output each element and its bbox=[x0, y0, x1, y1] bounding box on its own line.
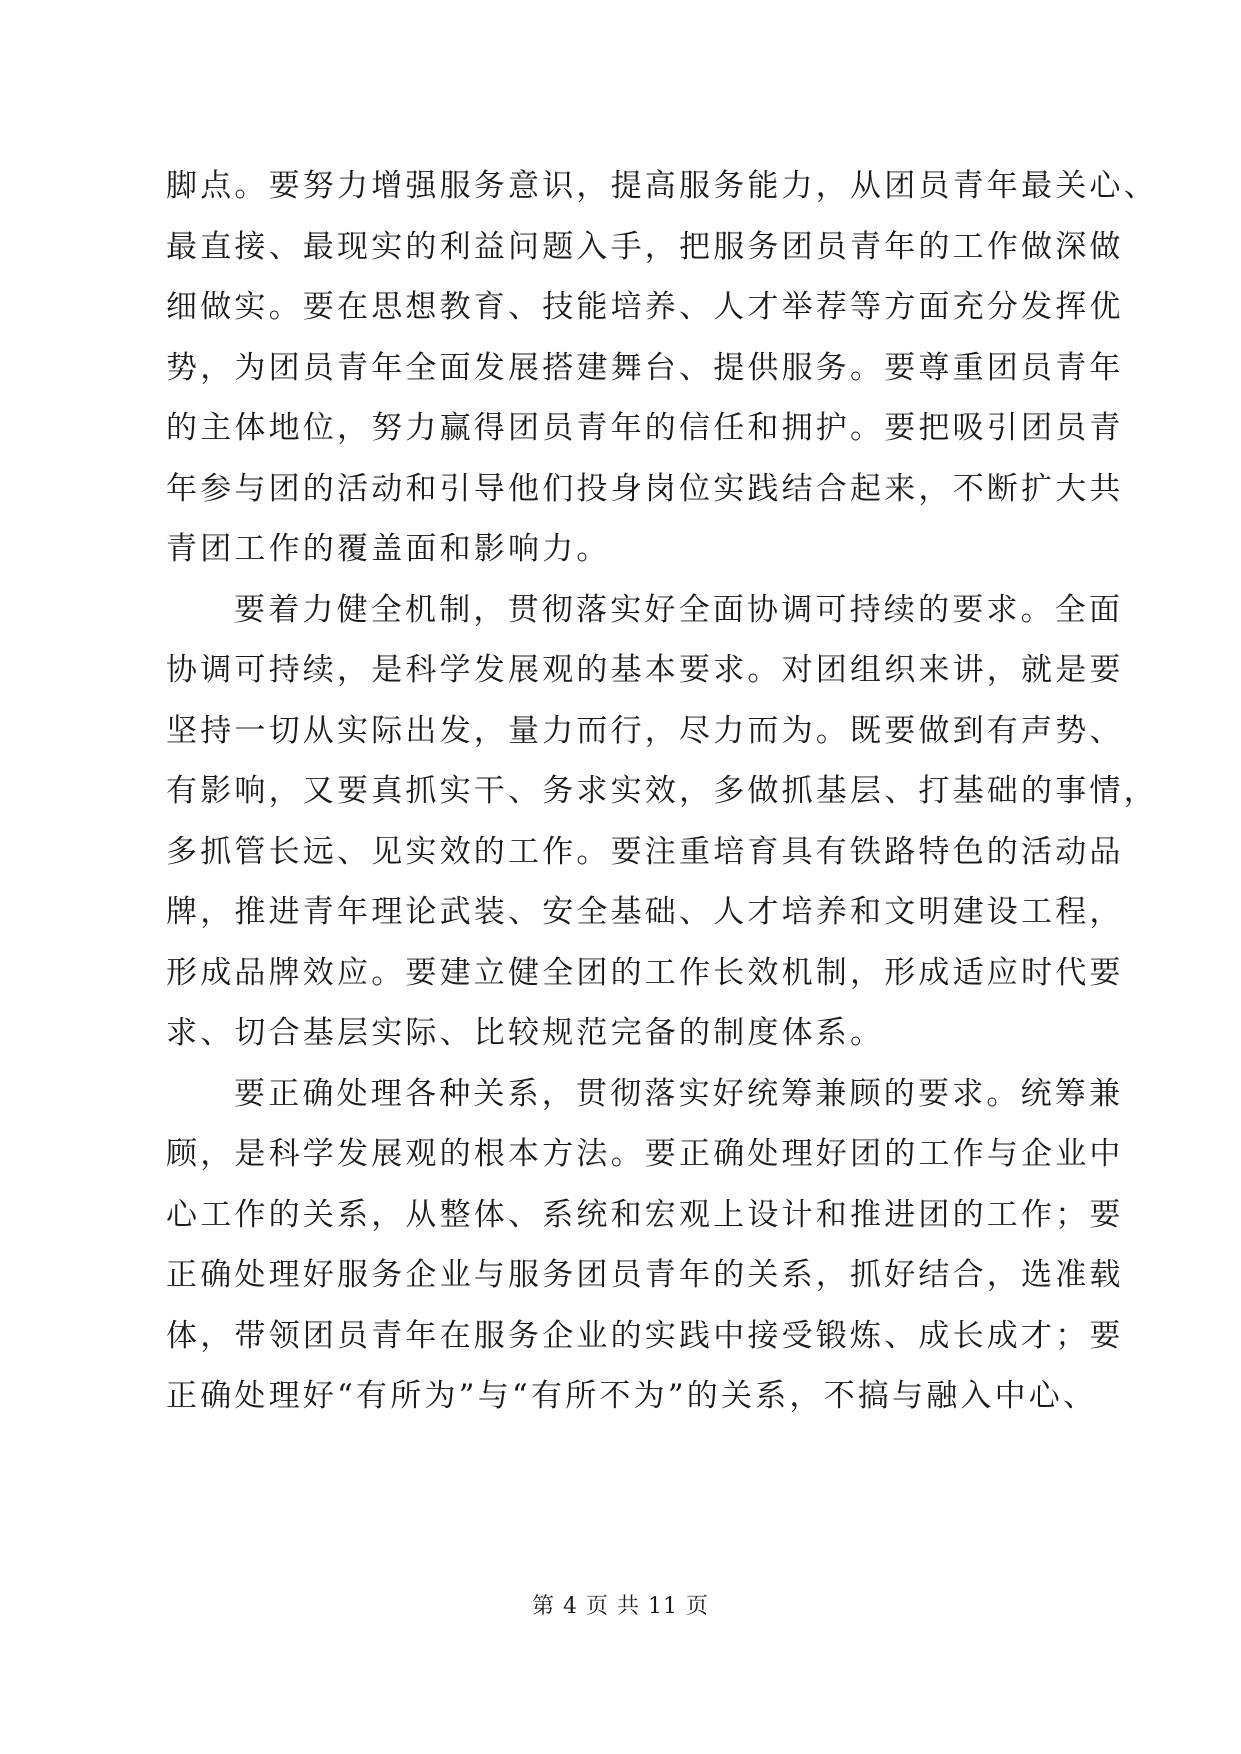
text-line: 心工作的关系，从整体、系统和宏观上设计和推进团的工作；要 bbox=[166, 1196, 1124, 1233]
text-line: 年参与团的活动和引导他们投身岗位实践结合起来，不断扩大共 bbox=[166, 470, 1124, 507]
text-line: 牌，推进青年理论武装、安全基础、人才培养和文明建设工程， bbox=[166, 894, 1124, 930]
text-line: 体，带领团员青年在服务企业的实践中接受锻炼、成长成才；要 bbox=[166, 1317, 1124, 1354]
text-line: 正确处理好服务企业与服务团员青年的关系，抓好结合，选准载 bbox=[166, 1257, 1124, 1293]
text-line: 的主体地位，努力赢得团员青年的信任和拥护。要把吸引团员青 bbox=[166, 410, 1124, 446]
text-line: 正确处理好“有所为”与“有所不为”的关系，不搞与融入中心、 bbox=[166, 1378, 1098, 1414]
text-line: 坚持一切从实际出发，量力而行，尽力而为。既要做到有声势、 bbox=[166, 712, 1124, 749]
body-text bbox=[166, 156, 1158, 1427]
text-line: 有影响，又要真抓实干、务求实效，多做抓基层、打基础的事情， bbox=[166, 773, 1158, 809]
text-line: 形成品牌效应。要建立健全团的工作长效机制，形成适应时代要 bbox=[166, 954, 1124, 991]
text-line: 顾，是科学发展观的根本方法。要正确处理好团的工作与企业中 bbox=[166, 1136, 1124, 1172]
text-line: 要正确处理各种关系，贯彻落实好统筹兼顾的要求。统筹兼 bbox=[234, 1075, 1124, 1112]
text-line: 细做实。要在思想教育、技能培养、人才举荐等方面充分发挥优 bbox=[166, 289, 1124, 325]
text-line: 脚点。要努力增强服务意识，提高服务能力，从团员青年最关心、 bbox=[166, 168, 1158, 204]
text-line: 要着力健全机制，贯彻落实好全面协调可持续的要求。全面 bbox=[234, 591, 1124, 628]
text-line: 青团工作的覆盖面和影响力。 bbox=[166, 531, 611, 567]
text-line: 协调可持续，是科学发展观的基本要求。对团组织来讲，就是要 bbox=[166, 652, 1124, 688]
text-line: 势，为团员青年全面发展搭建舞台、提供服务。要尊重团员青年 bbox=[166, 349, 1124, 386]
text-line: 求、切合基层实际、比较规范完备的制度体系。 bbox=[166, 1015, 885, 1051]
text-line: 最直接、最现实的利益问题入手，把服务团员青年的工作做深做 bbox=[166, 228, 1124, 265]
text-line: 多抓管长远、见实效的工作。要注重培育具有铁路特色的活动品 bbox=[166, 833, 1124, 870]
page-footer: 第 4 页 共 11 页 bbox=[532, 1594, 709, 1619]
